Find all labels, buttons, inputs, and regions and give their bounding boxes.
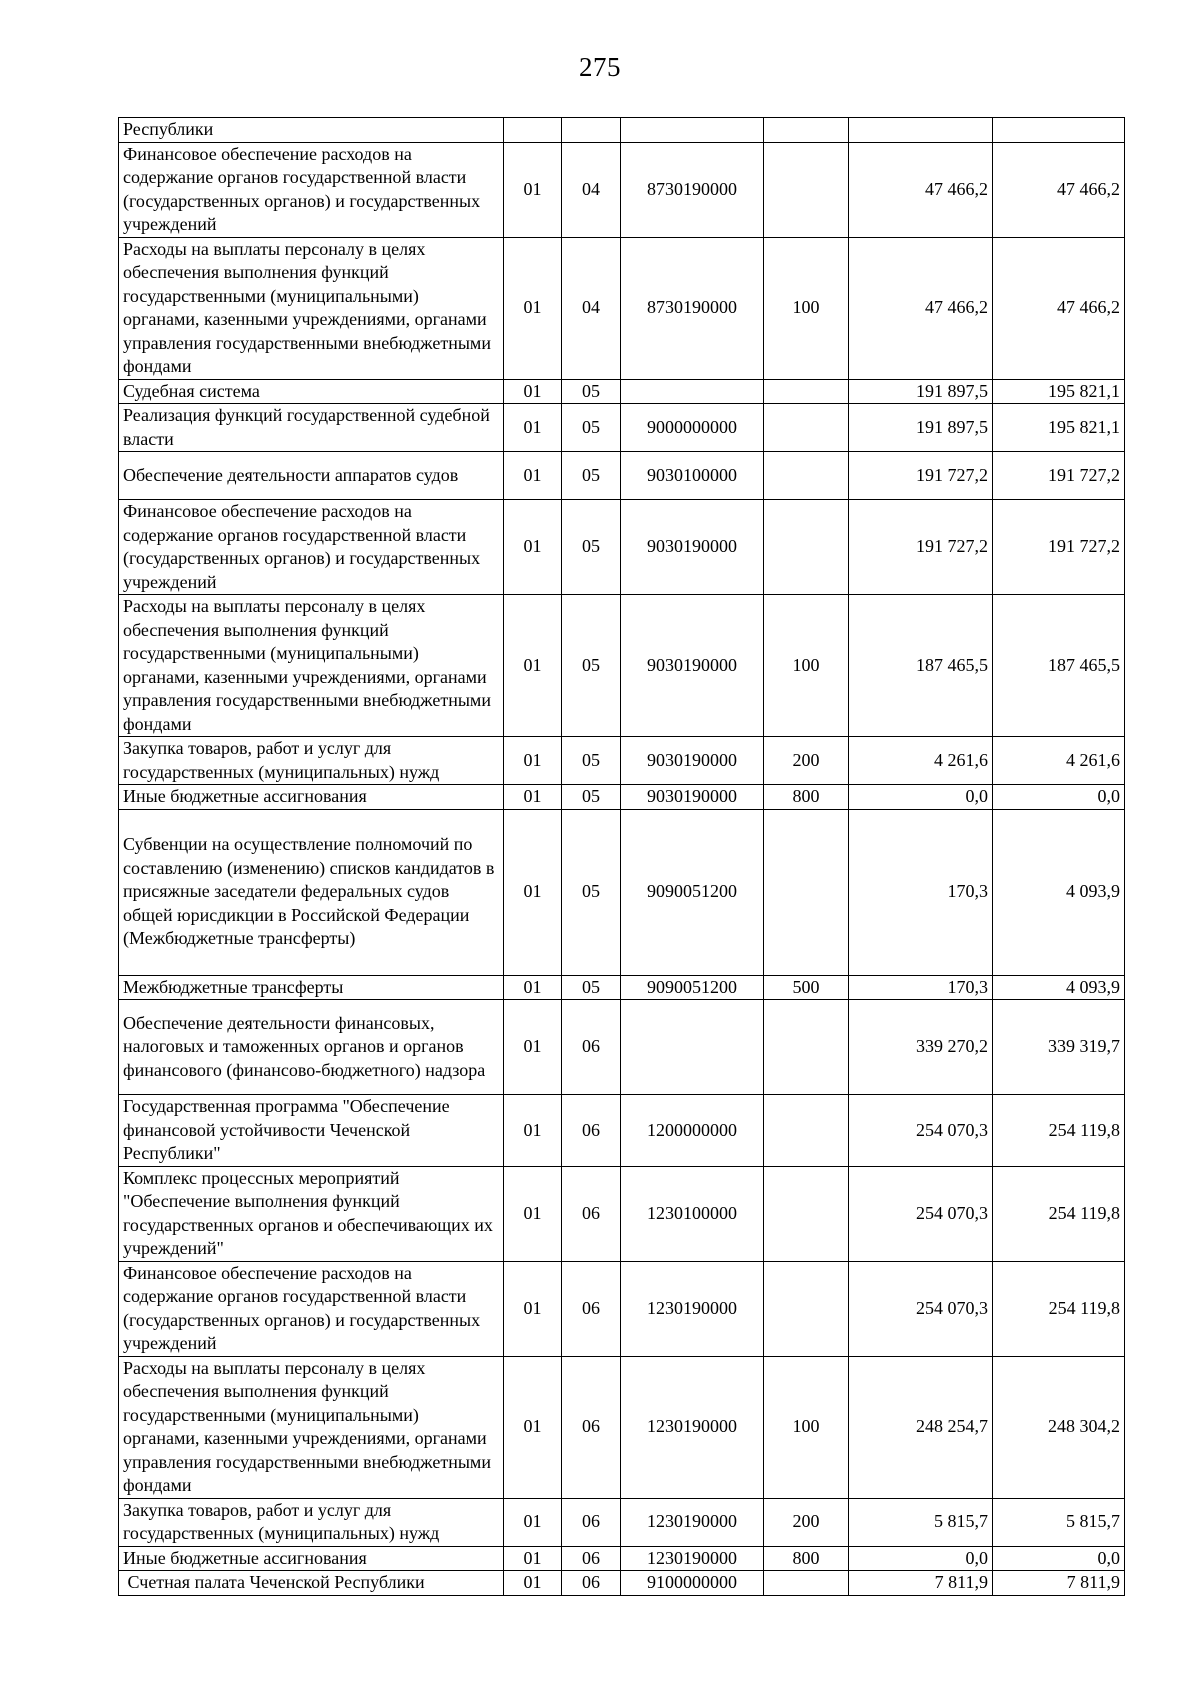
expense-type-cell: 800	[764, 1546, 849, 1571]
section-code-cell: 01	[504, 1095, 562, 1167]
target-article-cell: 9090051200	[621, 809, 764, 975]
target-article-cell: 1230190000	[621, 1546, 764, 1571]
amount-year-1-cell: 47 466,2	[849, 142, 993, 237]
target-article-cell	[621, 1000, 764, 1095]
target-article-cell: 8730190000	[621, 237, 764, 379]
expense-name-cell: Судебная система	[119, 379, 504, 404]
expense-type-cell	[764, 1166, 849, 1261]
amount-year-2-cell: 47 466,2	[993, 237, 1125, 379]
budget-table-body	[119, 118, 1125, 1596]
section-code-cell: 01	[504, 1356, 562, 1498]
expense-name-cell: Закупка товаров, работ и услуг для государственных (муниципальных) нужд	[119, 1498, 504, 1546]
table-row	[119, 142, 1125, 237]
budget-table	[118, 117, 1125, 1596]
section-code-cell: 01	[504, 1261, 562, 1356]
expense-type-cell: 100	[764, 237, 849, 379]
subsection-code-cell: 06	[562, 1000, 621, 1095]
expense-name-cell: Закупка товаров, работ и услуг для государственных (муниципальных) нужд	[119, 737, 504, 785]
subsection-code-cell: 06	[562, 1571, 621, 1596]
table-row	[119, 595, 1125, 737]
table-row	[119, 785, 1125, 810]
subsection-code-cell: 06	[562, 1095, 621, 1167]
expense-type-cell	[764, 118, 849, 143]
expense-name-cell: Финансовое обеспечение расходов на содержание органов государственной власти (государственных органов) и государственных учреждений	[119, 500, 504, 595]
amount-year-2-cell: 248 304,2	[993, 1356, 1125, 1498]
expense-name-cell: Республики	[119, 118, 504, 143]
amount-year-2-cell: 4 093,9	[993, 975, 1125, 1000]
subsection-code-cell: 05	[562, 452, 621, 500]
table-row	[119, 237, 1125, 379]
table-row	[119, 1356, 1125, 1498]
expense-name-cell: Обеспечение деятельности финансовых, налоговых и таможенных органов и органов финансового (финансово-бюджетного) надзора	[119, 1000, 504, 1095]
table-row	[119, 452, 1125, 500]
subsection-code-cell: 05	[562, 404, 621, 452]
amount-year-2-cell: 254 119,8	[993, 1095, 1125, 1167]
amount-year-2-cell: 339 319,7	[993, 1000, 1125, 1095]
table-row	[119, 809, 1125, 975]
section-code-cell: 01	[504, 785, 562, 810]
subsection-code-cell: 04	[562, 142, 621, 237]
section-code-cell: 01	[504, 1498, 562, 1546]
amount-year-2-cell: 187 465,5	[993, 595, 1125, 737]
table-row	[119, 1261, 1125, 1356]
expense-name-cell: Счетная палата Чеченской Республики	[119, 1571, 504, 1596]
expense-name-cell: Комплекс процессных мероприятий "Обеспечение выполнения функций государственных органов и обеспечивающих их учреждений"	[119, 1166, 504, 1261]
amount-year-2-cell: 195 821,1	[993, 379, 1125, 404]
target-article-cell: 1230190000	[621, 1261, 764, 1356]
amount-year-1-cell: 191 897,5	[849, 379, 993, 404]
expense-name-cell: Финансовое обеспечение расходов на содержание органов государственной власти (государственных органов) и государственных учреждений	[119, 1261, 504, 1356]
table-row	[119, 404, 1125, 452]
target-article-cell: 9100000000	[621, 1571, 764, 1596]
expense-type-cell: 100	[764, 1356, 849, 1498]
amount-year-1-cell: 5 815,7	[849, 1498, 993, 1546]
amount-year-1-cell: 0,0	[849, 1546, 993, 1571]
table-row	[119, 1166, 1125, 1261]
section-code-cell: 01	[504, 404, 562, 452]
target-article-cell: 1230100000	[621, 1166, 764, 1261]
expense-name-cell: Расходы на выплаты персоналу в целях обеспечения выполнения функций государственными (муниципальными) органами, казенными учреждениями, органами управления государственными внебюджетными фондами	[119, 595, 504, 737]
expense-name-cell: Межбюджетные трансферты	[119, 975, 504, 1000]
expense-name-cell: Реализация функций государственной судебной власти	[119, 404, 504, 452]
section-code-cell: 01	[504, 452, 562, 500]
section-code-cell: 01	[504, 1571, 562, 1596]
table-row	[119, 1498, 1125, 1546]
subsection-code-cell: 05	[562, 809, 621, 975]
expense-name-cell: Финансовое обеспечение расходов на содержание органов государственной власти (государственных органов) и государственных учреждений	[119, 142, 504, 237]
amount-year-1-cell: 339 270,2	[849, 1000, 993, 1095]
section-code-cell: 01	[504, 237, 562, 379]
expense-name-cell: Расходы на выплаты персоналу в целях обеспечения выполнения функций государственными (муниципальными) органами, казенными учреждениями, органами управления государственными внебюджетными фондами	[119, 1356, 504, 1498]
amount-year-1-cell: 7 811,9	[849, 1571, 993, 1596]
expense-type-cell	[764, 500, 849, 595]
amount-year-1-cell: 170,3	[849, 809, 993, 975]
page-number: 275	[579, 52, 621, 82]
amount-year-1-cell: 191 727,2	[849, 452, 993, 500]
target-article-cell: 8730190000	[621, 142, 764, 237]
subsection-code-cell: 05	[562, 379, 621, 404]
table-row	[119, 1095, 1125, 1167]
amount-year-2-cell: 195 821,1	[993, 404, 1125, 452]
amount-year-2-cell: 254 119,8	[993, 1261, 1125, 1356]
amount-year-1-cell: 187 465,5	[849, 595, 993, 737]
expense-type-cell	[764, 452, 849, 500]
table-row	[119, 975, 1125, 1000]
amount-year-1-cell: 254 070,3	[849, 1166, 993, 1261]
section-code-cell: 01	[504, 595, 562, 737]
section-code-cell: 01	[504, 379, 562, 404]
section-code-cell: 01	[504, 809, 562, 975]
expense-name-cell: Субвенции на осуществление полномочий по составлению (изменению) списков кандидатов в присяжные заседатели федеральных судов общей юрисдикции в Российской Федерации (Межбюджетные трансферты)	[119, 809, 504, 975]
expense-type-cell	[764, 1261, 849, 1356]
amount-year-2-cell: 191 727,2	[993, 452, 1125, 500]
subsection-code-cell: 06	[562, 1546, 621, 1571]
expense-type-cell: 200	[764, 1498, 849, 1546]
expense-type-cell: 800	[764, 785, 849, 810]
amount-year-2-cell: 5 815,7	[993, 1498, 1125, 1546]
target-article-cell: 9090051200	[621, 975, 764, 1000]
expense-name-cell: Расходы на выплаты персоналу в целях обеспечения выполнения функций государственными (муниципальными) органами, казенными учреждениями, органами управления государственными внебюджетными фондами	[119, 237, 504, 379]
table-row	[119, 1000, 1125, 1095]
expense-type-cell	[764, 1571, 849, 1596]
target-article-cell	[621, 379, 764, 404]
amount-year-1-cell: 4 261,6	[849, 737, 993, 785]
expense-name-cell: Иные бюджетные ассигнования	[119, 785, 504, 810]
amount-year-2-cell: 4 093,9	[993, 809, 1125, 975]
target-article-cell: 9030100000	[621, 452, 764, 500]
amount-year-1-cell: 191 727,2	[849, 500, 993, 595]
amount-year-1-cell: 248 254,7	[849, 1356, 993, 1498]
table-row	[119, 737, 1125, 785]
expense-type-cell: 200	[764, 737, 849, 785]
expense-type-cell	[764, 404, 849, 452]
section-code-cell: 01	[504, 1000, 562, 1095]
amount-year-2-cell: 0,0	[993, 785, 1125, 810]
amount-year-2-cell: 7 811,9	[993, 1571, 1125, 1596]
amount-year-2-cell: 0,0	[993, 1546, 1125, 1571]
subsection-code-cell: 06	[562, 1261, 621, 1356]
amount-year-1-cell: 0,0	[849, 785, 993, 810]
amount-year-2-cell	[993, 118, 1125, 143]
subsection-code-cell: 05	[562, 785, 621, 810]
amount-year-2-cell: 4 261,6	[993, 737, 1125, 785]
expense-type-cell	[764, 379, 849, 404]
subsection-code-cell: 06	[562, 1356, 621, 1498]
amount-year-1-cell: 47 466,2	[849, 237, 993, 379]
subsection-code-cell	[562, 118, 621, 143]
subsection-code-cell: 05	[562, 500, 621, 595]
expense-name-cell: Обеспечение деятельности аппаратов судов	[119, 452, 504, 500]
amount-year-2-cell: 191 727,2	[993, 500, 1125, 595]
amount-year-2-cell: 47 466,2	[993, 142, 1125, 237]
target-article-cell: 1200000000	[621, 1095, 764, 1167]
table-row	[119, 500, 1125, 595]
amount-year-1-cell: 254 070,3	[849, 1095, 993, 1167]
expense-type-cell: 500	[764, 975, 849, 1000]
target-article-cell: 1230190000	[621, 1356, 764, 1498]
section-code-cell: 01	[504, 1546, 562, 1571]
expense-name-cell: Иные бюджетные ассигнования	[119, 1546, 504, 1571]
section-code-cell: 01	[504, 500, 562, 595]
subsection-code-cell: 06	[562, 1166, 621, 1261]
target-article-cell: 9030190000	[621, 737, 764, 785]
target-article-cell: 9030190000	[621, 500, 764, 595]
subsection-code-cell: 06	[562, 1498, 621, 1546]
amount-year-1-cell: 254 070,3	[849, 1261, 993, 1356]
subsection-code-cell: 05	[562, 975, 621, 1000]
table-row	[119, 118, 1125, 143]
amount-year-1-cell: 191 897,5	[849, 404, 993, 452]
expense-type-cell: 100	[764, 595, 849, 737]
target-article-cell	[621, 118, 764, 143]
section-code-cell: 01	[504, 975, 562, 1000]
subsection-code-cell: 05	[562, 737, 621, 785]
expense-type-cell	[764, 1095, 849, 1167]
table-row	[119, 1571, 1125, 1596]
expense-name-cell: Государственная программа "Обеспечение финансовой устойчивости Чеченской Республики"	[119, 1095, 504, 1167]
target-article-cell: 1230190000	[621, 1498, 764, 1546]
table-row	[119, 379, 1125, 404]
expense-type-cell	[764, 1000, 849, 1095]
amount-year-1-cell: 170,3	[849, 975, 993, 1000]
target-article-cell: 9030190000	[621, 595, 764, 737]
amount-year-1-cell	[849, 118, 993, 143]
section-code-cell: 01	[504, 737, 562, 785]
section-code-cell: 01	[504, 142, 562, 237]
section-code-cell	[504, 118, 562, 143]
expense-type-cell	[764, 142, 849, 237]
target-article-cell: 9030190000	[621, 785, 764, 810]
amount-year-2-cell: 254 119,8	[993, 1166, 1125, 1261]
table-row	[119, 1546, 1125, 1571]
target-article-cell: 9000000000	[621, 404, 764, 452]
expense-type-cell	[764, 809, 849, 975]
subsection-code-cell: 04	[562, 237, 621, 379]
section-code-cell: 01	[504, 1166, 562, 1261]
subsection-code-cell: 05	[562, 595, 621, 737]
